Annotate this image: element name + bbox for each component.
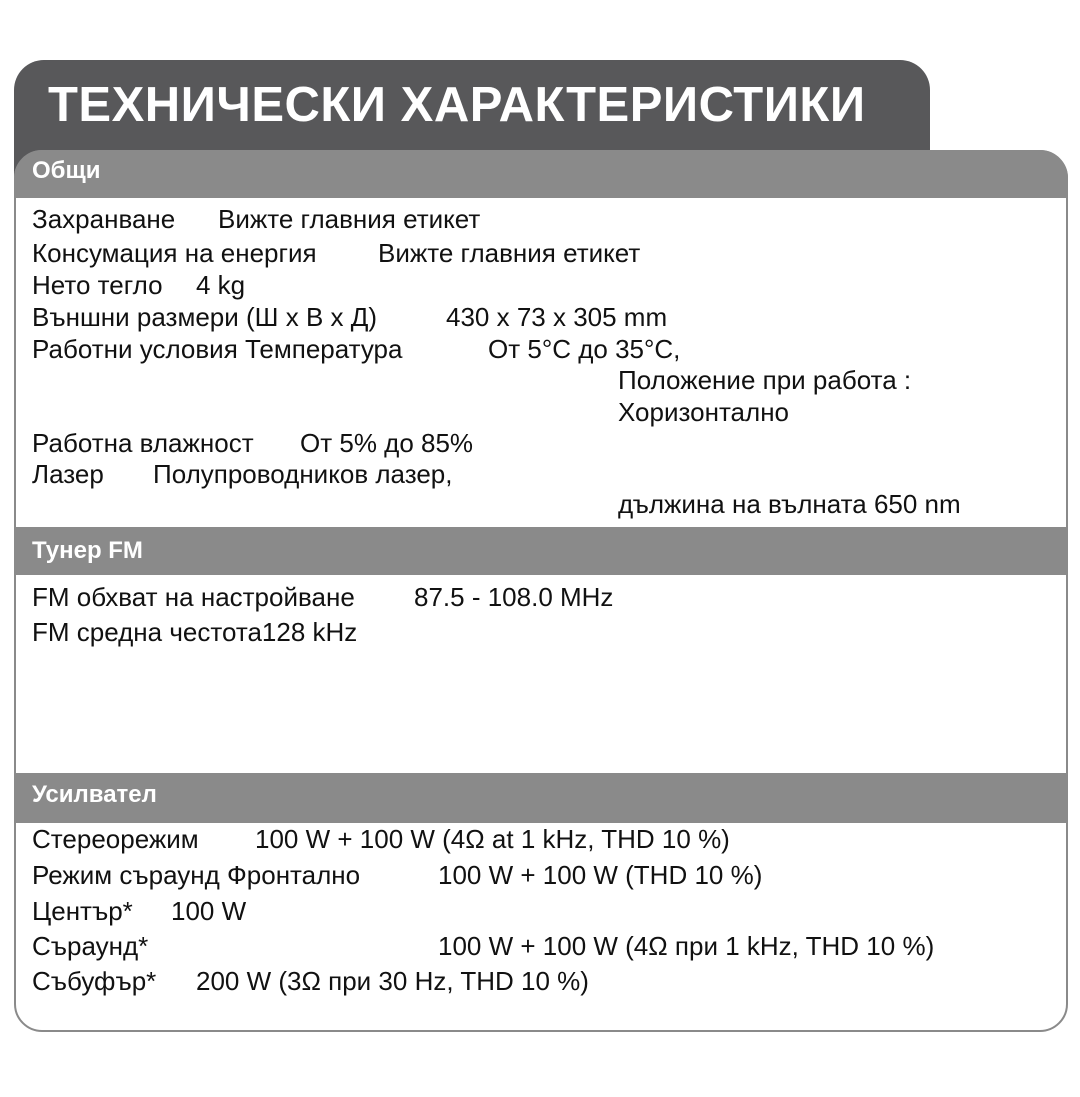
- surround-front-label: Режим съраунд Фронтално: [32, 860, 361, 890]
- stereo-value: 100 W + 100 W (4Ω at 1 kHz, THD 10 %): [255, 824, 730, 854]
- laser-value: Полупроводников лазер,: [153, 459, 453, 489]
- fm-range-label: FM обхват на настройване: [32, 582, 355, 612]
- fm-if-line: FM средна честота128 kHz: [32, 617, 358, 647]
- center-label: Център*: [32, 896, 133, 926]
- consumption-label: Консумация на енергия: [32, 238, 317, 268]
- consumption-value: Вижте главния етикет: [378, 238, 641, 268]
- tuner-section-bar: [14, 527, 1068, 575]
- general-section-bar: [14, 150, 1068, 198]
- position-label: Положение при работа :: [618, 365, 912, 395]
- surround-front-value: 100 W + 100 W (THD 10 %): [438, 860, 763, 890]
- weight-value: 4 kg: [196, 270, 246, 300]
- page-title: ТЕХНИЧЕСКИ ХАРАКТЕРИСТИКИ: [48, 78, 866, 132]
- power-value: Вижте главния етикет: [218, 204, 481, 234]
- stereo-label: Стереорежим: [32, 824, 199, 854]
- power-label: Захранване: [32, 204, 176, 234]
- humidity-value: От 5% до 85%: [300, 428, 474, 458]
- subwoofer-value: 200 W (3Ω при 30 Hz, THD 10 %): [196, 966, 589, 996]
- surround-value: 100 W + 100 W (4Ω при 1 kHz, THD 10 %): [438, 931, 935, 961]
- general-section-heading: Общи: [32, 157, 101, 184]
- dimensions-label: Външни размери (Ш x В x Д): [32, 302, 377, 332]
- laser-label: Лазер: [32, 459, 104, 489]
- center-value: 100 W: [171, 896, 247, 926]
- weight-label: Нето тегло: [32, 270, 163, 300]
- humidity-label: Работна влажност: [32, 428, 254, 458]
- tuner-section-heading: Тунер FM: [32, 537, 143, 564]
- amplifier-section-heading: Усилвател: [32, 781, 157, 808]
- amplifier-section-bar: [14, 773, 1068, 823]
- surround-label: Съраунд*: [32, 931, 149, 961]
- subwoofer-label: Събуфър*: [32, 966, 157, 996]
- laser-wavelength: дължина на вълната 650 nm: [618, 489, 961, 519]
- dimensions-value: 430 x 73 x 305 mm: [446, 302, 668, 332]
- position-value: Хоризонтално: [618, 397, 790, 427]
- conditions-label: Работни условия Температура: [32, 334, 403, 364]
- conditions-value: От 5°C до 35°C,: [488, 334, 681, 364]
- fm-range-value: 87.5 - 108.0 MHz: [414, 582, 614, 612]
